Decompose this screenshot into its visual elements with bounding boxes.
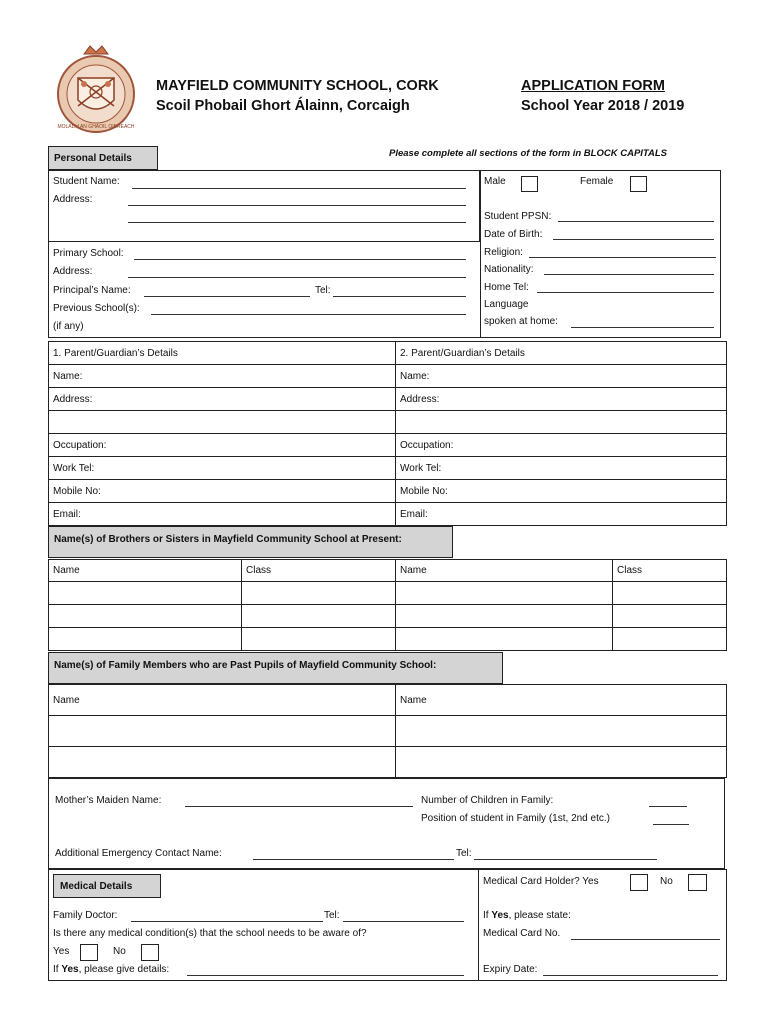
medical-card-no-field-label: Medical Card No.	[483, 928, 561, 939]
address-line-1[interactable]	[128, 205, 466, 206]
medical-card-no-line[interactable]	[571, 939, 720, 940]
school-name: MAYFIELD COMMUNITY SCHOOL, CORK	[156, 78, 439, 94]
block-capitals-instruction: Please complete all sections of the form in BLOCK CAPITALS	[389, 148, 668, 159]
female-label: Female	[580, 176, 614, 187]
primary-school-label: Primary School:	[53, 248, 124, 259]
past-pupils-header: Name(s) of Family Members who are Past Pupils of Mayfield Community School:	[48, 652, 503, 684]
male-label: Male	[484, 176, 506, 187]
guardian-2-name[interactable]: Name:	[396, 365, 727, 388]
guardians-table	[48, 341, 727, 526]
sibling-cell[interactable]	[613, 628, 727, 651]
past-pupil-cell[interactable]	[396, 716, 727, 747]
male-checkbox[interactable]	[521, 176, 538, 192]
nationality-label: Nationality:	[484, 264, 534, 275]
guardian-1-title: 1. Parent/Guardian’s Details	[49, 342, 396, 365]
principal-tel-label: Tel:	[315, 285, 331, 296]
student-name-label: Student Name:	[53, 176, 120, 187]
sibling-cell[interactable]	[49, 605, 242, 628]
religion-line[interactable]	[529, 257, 716, 258]
sibling-cell[interactable]	[242, 582, 396, 605]
expiry-date-label: Expiry Date:	[483, 964, 538, 975]
medical-condition-question: Is there any medical condition(s) that the school needs to be aware of?	[53, 928, 367, 939]
past-pupil-name-header-2: Name	[396, 685, 727, 716]
guardian-1-name[interactable]: Name:	[49, 365, 396, 388]
sibling-cell[interactable]	[396, 628, 613, 651]
ppsn-label: Student PPSN:	[484, 211, 552, 222]
siblings-header: Name(s) of Brothers or Sisters in Mayfield Community School at Present:	[48, 526, 453, 558]
medical-card-yes-checkbox[interactable]	[630, 874, 648, 891]
guardian-1-address[interactable]: Address:	[49, 388, 396, 411]
previous-school-label: Previous School(s):	[53, 303, 140, 314]
sibling-class-header-2: Class	[613, 560, 727, 582]
details-suffix: , please give details:	[78, 964, 170, 975]
previous-school-line[interactable]	[151, 314, 466, 315]
mothers-maiden-line[interactable]	[185, 806, 413, 807]
sibling-class-header-1: Class	[242, 560, 396, 582]
past-pupils-table	[48, 684, 727, 778]
state-suffix: , please state:	[508, 910, 571, 921]
guardian-2-address[interactable]: Address:	[396, 388, 727, 411]
personal-outer-box	[48, 170, 721, 338]
female-checkbox[interactable]	[630, 176, 647, 192]
personal-details-header: Personal Details	[48, 146, 158, 170]
guardian-2-work-tel[interactable]: Work Tel:	[396, 457, 727, 480]
guardian-1-mobile[interactable]: Mobile No:	[49, 480, 396, 503]
nationality-line[interactable]	[544, 274, 714, 275]
expiry-date-line[interactable]	[543, 975, 718, 976]
school-name-irish: Scoil Phobail Ghort Álainn, Corcaigh	[156, 98, 410, 114]
if-yes-state-label	[483, 910, 571, 921]
principal-line[interactable]	[144, 296, 310, 297]
sibling-name-header-2: Name	[396, 560, 613, 582]
doctor-tel-label: Tel:	[324, 910, 340, 921]
siblings-table	[48, 559, 727, 651]
primary-school-line[interactable]	[134, 259, 466, 260]
school-crest	[48, 42, 144, 134]
emergency-contact-label: Additional Emergency Contact Name:	[55, 848, 222, 859]
condition-details-label	[53, 964, 169, 975]
religion-label: Religion:	[484, 247, 523, 258]
emergency-tel-line[interactable]	[474, 859, 657, 860]
condition-no-label: No	[113, 946, 126, 957]
sibling-cell[interactable]	[613, 582, 727, 605]
sibling-cell[interactable]	[242, 628, 396, 651]
sibling-cell[interactable]	[242, 605, 396, 628]
address-line-2[interactable]	[128, 222, 466, 223]
medical-details-header: Medical Details	[53, 874, 161, 898]
primary-address-line[interactable]	[128, 277, 466, 278]
position-label: Position of student in Family (1st, 2nd etc.)	[421, 813, 610, 824]
doctor-tel-line[interactable]	[343, 921, 464, 922]
guardian-2-mobile[interactable]: Mobile No:	[396, 480, 727, 503]
emergency-tel-label: Tel:	[456, 848, 472, 859]
condition-details-line[interactable]	[187, 975, 464, 976]
language-label: Language	[484, 299, 529, 310]
num-children-label: Number of Children in Family:	[421, 795, 554, 806]
form-title: APPLICATION FORM	[521, 78, 665, 94]
guardian-1-occupation[interactable]: Occupation:	[49, 434, 396, 457]
home-tel-label: Home Tel:	[484, 282, 529, 293]
guardian-1-email[interactable]: Email:	[49, 503, 396, 526]
primary-address-label: Address:	[53, 266, 93, 277]
past-pupil-name-header-1: Name	[49, 685, 396, 716]
medical-divider	[478, 869, 479, 981]
spoken-home-label: spoken at home:	[484, 316, 558, 327]
sibling-cell[interactable]	[49, 582, 242, 605]
sibling-cell[interactable]	[396, 605, 613, 628]
guardian-2-title: 2. Parent/Guardian’s Details	[396, 342, 727, 365]
medical-card-no-checkbox[interactable]	[688, 874, 707, 891]
sibling-cell[interactable]	[613, 605, 727, 628]
guardian-2-email[interactable]: Email:	[396, 503, 727, 526]
student-name-line[interactable]	[132, 188, 466, 189]
condition-no-checkbox[interactable]	[141, 944, 159, 961]
yes-bold: Yes	[61, 964, 79, 975]
family-doctor-line[interactable]	[131, 921, 323, 922]
dob-line[interactable]	[553, 239, 714, 240]
family-doctor-label: Family Doctor:	[53, 910, 118, 921]
sibling-cell[interactable]	[396, 582, 613, 605]
guardian-2-occupation[interactable]: Occupation:	[396, 434, 727, 457]
medical-card-holder-label: Medical Card Holder? Yes	[483, 876, 599, 887]
if-any-label: (if any)	[53, 321, 84, 332]
mothers-maiden-label: Mother’s Maiden Name:	[55, 795, 162, 806]
medical-card-no-label: No	[660, 876, 673, 887]
emergency-contact-line[interactable]	[253, 859, 454, 860]
yes-bold: Yes	[491, 910, 509, 921]
spoken-home-line[interactable]	[571, 327, 714, 328]
svg-text:MOLADH AN GHAOIL OIBREACH: MOLADH AN GHAOIL OIBREACH	[57, 124, 135, 130]
personal-divider	[480, 170, 481, 338]
condition-yes-checkbox[interactable]	[80, 944, 98, 961]
sibling-name-header-1: Name	[49, 560, 242, 582]
guardian-1-address-cont[interactable]	[49, 411, 396, 434]
past-pupil-cell[interactable]	[49, 747, 396, 778]
principal-label: Principal’s Name:	[53, 285, 131, 296]
address-label: Address:	[53, 194, 93, 205]
guardian-1-work-tel[interactable]: Work Tel:	[49, 457, 396, 480]
ppsn-line[interactable]	[558, 221, 714, 222]
if-prefix: If	[53, 964, 62, 975]
condition-yes-label: Yes	[53, 946, 70, 957]
principal-tel-line[interactable]	[333, 296, 466, 297]
sibling-cell[interactable]	[49, 628, 242, 651]
dob-label: Date of Birth:	[484, 229, 543, 240]
past-pupil-cell[interactable]	[49, 716, 396, 747]
num-children-line[interactable]	[649, 806, 687, 807]
position-line[interactable]	[653, 824, 689, 825]
school-year: School Year 2018 / 2019	[521, 98, 685, 114]
past-pupil-cell[interactable]	[396, 747, 727, 778]
if-prefix: If	[483, 910, 492, 921]
home-tel-line[interactable]	[537, 292, 714, 293]
guardian-2-address-cont[interactable]	[396, 411, 727, 434]
